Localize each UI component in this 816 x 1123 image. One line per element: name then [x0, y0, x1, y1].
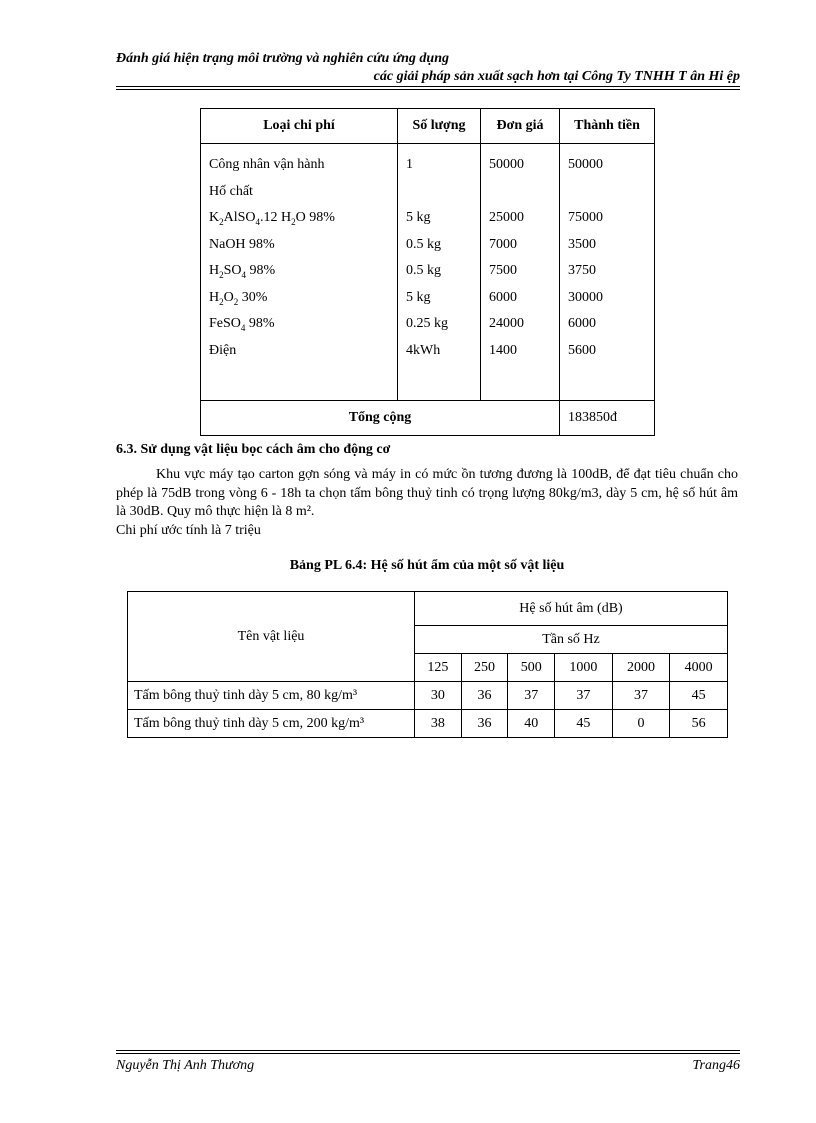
section-body — [116, 466, 738, 540]
freq-cell: 1000 — [555, 654, 613, 682]
qty-cell — [406, 179, 472, 206]
section-title: 6.3. Sử dụng vật liệu bọc cách âm cho động cơ — [116, 442, 391, 457]
footer-author: Nguyễn Thị Anh Thương — [116, 1058, 255, 1073]
total-cell: 6000 — [568, 316, 596, 331]
price-cell: 50000 — [489, 157, 524, 172]
item-cell: $K_2AlSO_4.12$ $H_2O$ 98% — [209, 210, 335, 227]
price-cell: 25000 — [489, 210, 524, 225]
item-cell: FeSO$_4$ 98% — [209, 316, 275, 333]
group-header: Hệ số hút âm (dB) — [415, 592, 728, 626]
value-cell: 40 — [508, 710, 555, 738]
cost-note: Chi phí ước tính là 7 triệu — [116, 522, 261, 538]
item-cell: Công nhân vận hành — [209, 157, 325, 172]
value-cell: 38 — [415, 710, 462, 738]
item-cell: $H_2O_2$ 30% — [209, 289, 268, 307]
col-header-qty: Số lượng — [398, 109, 481, 144]
col-header-material: Tên vật liệu — [128, 592, 415, 682]
total-cell — [568, 179, 646, 206]
total-value: 183850đ — [560, 401, 655, 436]
total-cell: 3500 — [568, 236, 596, 252]
value-cell: 36 — [461, 682, 508, 710]
total-cell: 5600 — [568, 342, 596, 358]
cost-table — [200, 108, 655, 436]
price-cell: 1400 — [489, 342, 517, 358]
footer-rule — [116, 1050, 740, 1054]
qty-cell: 0.5 kg — [406, 263, 441, 278]
freq-cell: 2000 — [612, 654, 670, 682]
item-cell: Điện — [209, 342, 237, 358]
total-column — [560, 144, 655, 401]
col-header-total: Thành tiền — [560, 109, 655, 144]
value-cell: 0 — [612, 710, 670, 738]
value-cell: 30 — [415, 682, 462, 710]
footer-page-number: Trang46 — [692, 1058, 740, 1073]
price-cell: 6000 — [489, 289, 517, 305]
header-line-1: Đánh giá hiện trạng môi trường và nghiên cứu ứng dụng — [116, 51, 449, 66]
col-header-item: Loại chi phí — [201, 109, 398, 144]
col-header-price: Đơn giá — [481, 109, 560, 144]
freq-cell: 125 — [415, 654, 462, 682]
value-cell: 56 — [670, 710, 728, 738]
total-cell: 50000 — [568, 157, 603, 172]
material-name: Tấm bông thuỷ tinh dày 5 cm, 80 kg/m³ — [128, 682, 415, 710]
item-cell: Hố chất — [209, 183, 253, 199]
value-cell: 45 — [670, 682, 728, 710]
cost-table-body — [201, 144, 655, 401]
total-label: Tổng cộng — [201, 401, 560, 436]
page-footer — [116, 1058, 740, 1074]
table-caption: Bảng PL 6.4: Hệ số hút ẩm của một số vật liệu — [289, 558, 565, 573]
qty-cell: 0.25 kg — [406, 316, 448, 331]
section-paragraph: Khu vực máy tạo carton gợn sóng và máy in có mức ồn tương đương là 100dB, để đạt tiêu chuẩn cho phép là 75dB trong vòng 6 - 18h ta chọn tấm bông thuỷ tinh có trọng lượng 80kg/m3, dày 5 cm, hệ số hút âm là 30dB. Quy mô thực hiện là 8 m². — [116, 467, 738, 519]
price-cell: 7500 — [489, 263, 517, 278]
qty-cell: 0.5 kg — [406, 236, 441, 252]
item-cell: NaOH 98% — [209, 236, 275, 252]
freq-cell: 250 — [461, 654, 508, 682]
total-cell: 3750 — [568, 263, 596, 278]
table-row — [128, 710, 728, 738]
cost-total-row — [201, 401, 655, 436]
cost-table-header — [201, 109, 655, 144]
item-column — [201, 144, 398, 401]
value-cell: 37 — [508, 682, 555, 710]
price-cell: 7000 — [489, 236, 517, 252]
qty-cell: 4kWh — [406, 342, 441, 358]
price-column — [481, 144, 560, 401]
qty-cell: 5 kg — [406, 289, 431, 305]
value-cell: 45 — [555, 710, 613, 738]
price-cell: 24000 — [489, 316, 524, 331]
freq-header: Tần số Hz — [415, 626, 728, 654]
header-rule — [116, 86, 740, 90]
total-cell: 30000 — [568, 289, 603, 305]
value-cell: 37 — [612, 682, 670, 710]
qty-cell: 5 kg — [406, 210, 431, 225]
freq-cell: 500 — [508, 654, 555, 682]
table-row — [128, 682, 728, 710]
absorption-table — [127, 591, 728, 738]
price-cell — [489, 179, 551, 206]
page-header — [116, 50, 740, 86]
header-line-2: các giải pháp sản xuất sạch hơn tại Công Ty TNHH T ân Hi ệp — [373, 69, 740, 84]
freq-cell: 4000 — [670, 654, 728, 682]
abs-header-row-1 — [128, 592, 728, 626]
value-cell: 37 — [555, 682, 613, 710]
qty-cell: 1 — [406, 157, 413, 172]
item-cell: $H_2SO_4$ 98% — [209, 263, 276, 280]
material-name: Tấm bông thuỷ tinh dày 5 cm, 200 kg/m³ — [128, 710, 415, 738]
value-cell: 36 — [461, 710, 508, 738]
qty-column — [398, 144, 481, 401]
total-cell: 75000 — [568, 210, 603, 225]
